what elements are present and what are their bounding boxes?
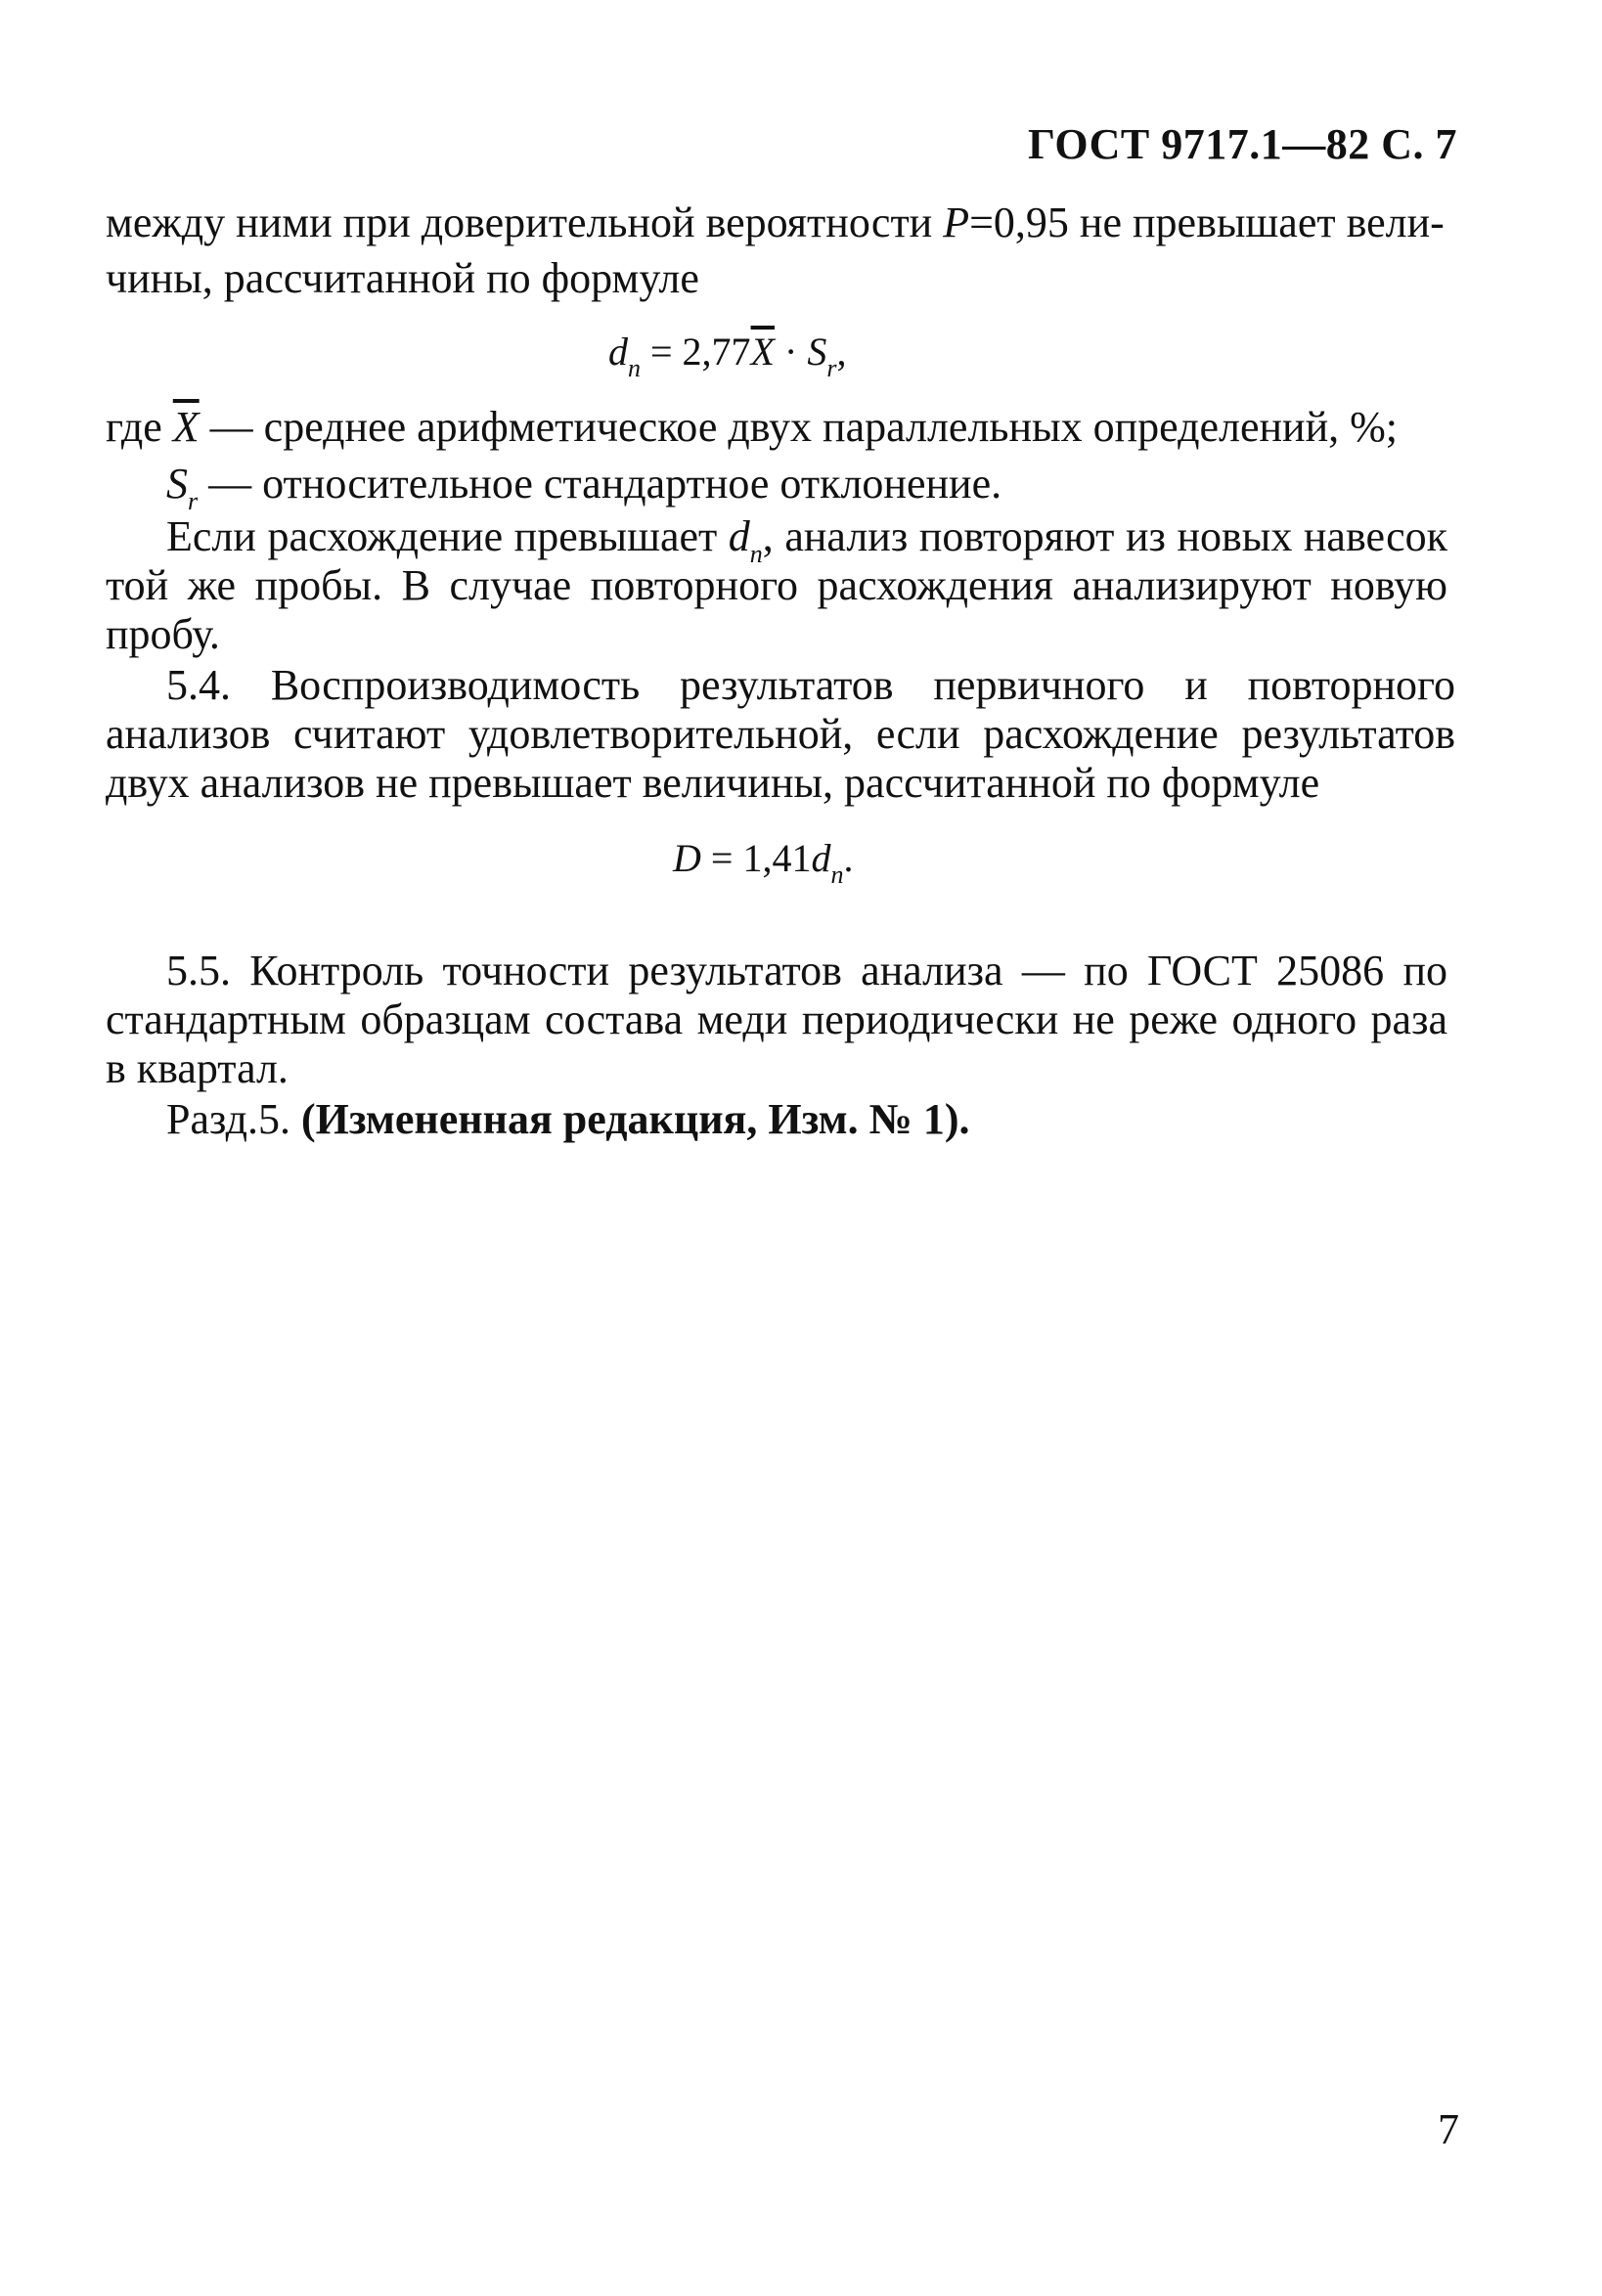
- section-5-4-paragraph: 5.4. Воспроизводимость результатов первичного и повторного анализов считают удовлетворительной, если расхождение результатов двух анализов не превышает величины, рассчитанной по формуле: [106, 661, 1455, 807]
- page-number: 7: [1438, 2105, 1459, 2153]
- page-header: ГОСТ 9717.1—82 С. 7: [1027, 120, 1457, 168]
- sr-symbol: S: [166, 460, 188, 508]
- discrepancy-paragraph: Если расхождение превышает $d_n$, анализ повторяют из новых навесок той же пробы. В случае повторного расхождения анализируют новую пробу.: [106, 512, 1447, 658]
- where-xbar-line: где $\overline{X}$ — среднее арифметическое двух параллельных определений, %;: [106, 403, 1399, 451]
- formula-D: $D = 1,41d_n$.: [673, 836, 854, 889]
- intro-line-1: между ними при доверительной вероятности P=0,95 не превышает вели-: [106, 199, 1445, 246]
- intro-line-2: чины, рассчитанной по формуле: [106, 254, 699, 302]
- amendment-note: Разд.5. (Измененная редакция, Изм. № 1).: [166, 1095, 970, 1143]
- section-5-5-paragraph: 5.5. Контроль точности результатов анализа — по ГОСТ 25086 по стандартным образцам состава меди периодически не реже одного раза в квартал.: [106, 947, 1447, 1092]
- formula-dn: $d_n = 2,77\overline{X} \cdot S_r$,: [608, 330, 847, 382]
- probability-variable: P: [943, 199, 970, 246]
- xbar-symbol: $\overline{X}$: [172, 403, 200, 451]
- where-sr-line: $S_r$ — относительное стандартное отклонение.: [166, 460, 1002, 515]
